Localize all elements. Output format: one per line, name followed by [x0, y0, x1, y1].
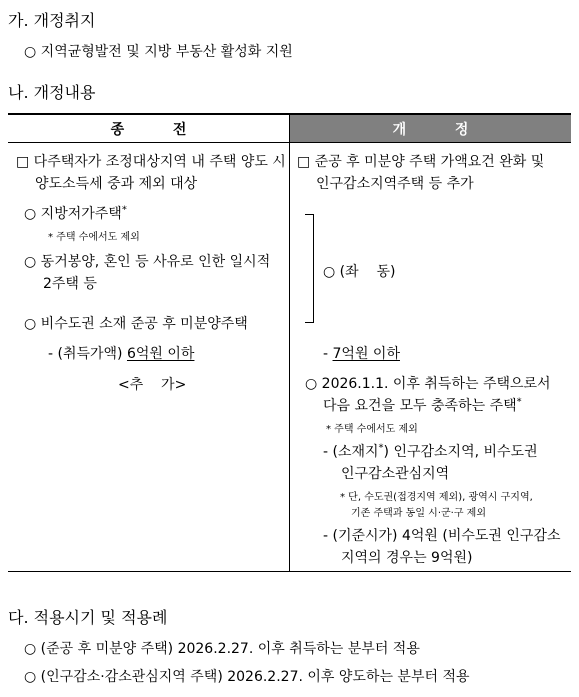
before-item-1-line2: 양도소득세 중과 제외 대상: [35, 176, 198, 192]
application-item-unsold: ○ (준공 후 미분양 주택) 2026.2.27. 이후 취득하는 분부터 적용: [24, 641, 420, 657]
after-note-house-count: * 주택 수에서도 제외: [326, 424, 418, 435]
table-bottom-border: [8, 571, 571, 572]
after-acquisition-price: - 7억원 이하: [323, 346, 400, 362]
before-item-temporary-line1: ○ 동거봉양, 혼인 등 사유로 인한 일시적: [24, 254, 271, 270]
same-as-left-bracket: [305, 214, 314, 323]
after-location-line1: - (소재지*) 인구감소지역, 비수도권: [323, 442, 538, 460]
before-item-unsold-housing: ○ 비수도권 소재 준공 후 미분양주택: [24, 316, 248, 332]
before-acquisition-price: - (취득가액) 6억원 이하: [48, 346, 195, 362]
col-header-before: 종 전: [8, 114, 290, 143]
section-heading-changes: 나. 개정내용: [8, 83, 96, 102]
comparison-table: [8, 113, 571, 143]
application-item-population: ○ (인구감소·감소관심지역 주택) 2026.2.27. 이후 양도하는 분부터 적용: [24, 669, 470, 685]
after-standard-price-line2: 지역의 경우는 9억원): [341, 550, 473, 566]
before-item-temporary-line2: 2주택 등: [43, 276, 97, 292]
purpose-item: ○ 지역균형발전 및 지방 부동산 활성화 지원: [24, 44, 293, 60]
after-location-line2: 인구감소관심지역: [341, 466, 450, 482]
column-divider: [289, 140, 290, 572]
comparison-table-header: [8, 114, 571, 143]
after-item-2026-line2: 다음 요건을 모두 충족하는 주택*: [323, 396, 522, 414]
after-same-as-left: ○ (좌 동): [323, 264, 396, 280]
after-item-2026-line1: ○ 2026.1.1. 이후 취득하는 주택으로서: [305, 376, 551, 392]
after-standard-price-line1: - (기준시가) 4억원 (비수도권 인구감소: [323, 528, 561, 544]
before-added-marker: <추 가>: [118, 377, 187, 393]
before-note-house-count: * 주택 수에서도 제외: [48, 232, 140, 243]
after-item-1-line2: 인구감소지역주택 등 추가: [316, 176, 474, 192]
section-heading-purpose: 가. 개정취지: [8, 11, 96, 30]
col-header-after: 개 정: [290, 114, 572, 143]
section-heading-application: 다. 적용시기 및 적용례: [8, 608, 168, 627]
after-location-note-line2: 기존 주택과 동일 시·군·구 제외: [351, 508, 486, 519]
before-item-1-line1: □ 다주택자가 조정대상지역 내 주택 양도 시: [16, 154, 286, 170]
after-location-note-line1: * 단, 수도권(접경지역 제외), 광역시 구지역,: [340, 492, 533, 503]
after-item-1-line1: □ 준공 후 미분양 주택 가액요건 완화 및: [297, 154, 545, 170]
before-item-local-lowprice: ○ 지방저가주택*: [24, 204, 127, 222]
